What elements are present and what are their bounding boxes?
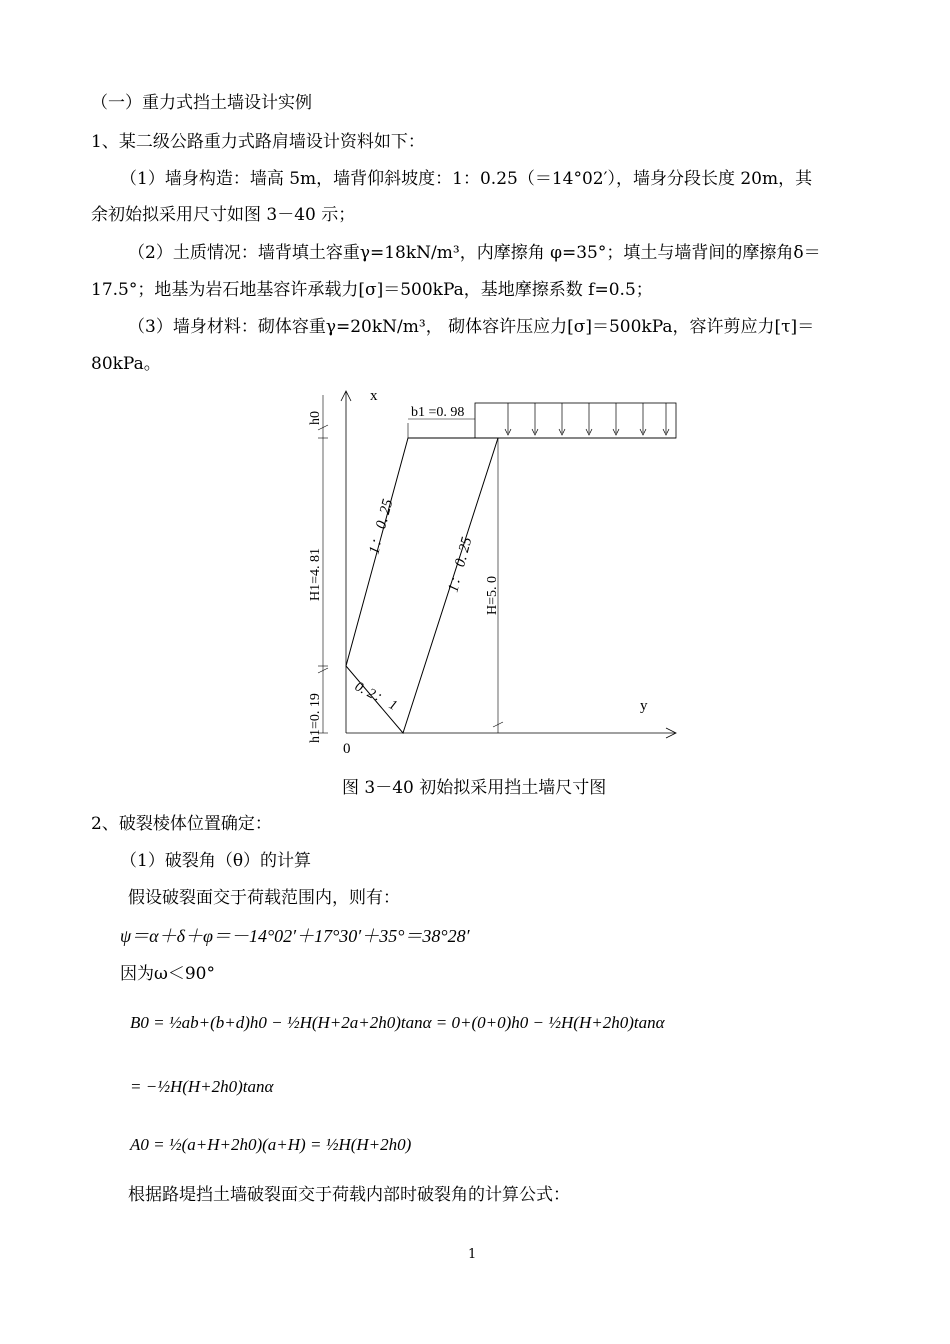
b1-label: b1 =0. 98 — [411, 405, 465, 420]
paragraph-2-line-2: 17.5°；地基为岩石地基容许承载力[σ]＝500kPa，基地摩擦系数 f=0.5； — [91, 280, 653, 300]
A0-equation: A0 = ½(a+H+2h0)(a+H) = ½H(H+2h0) — [130, 1135, 412, 1154]
paragraph-1-line-2: 余初始拟采用尺寸如图 3－40 示； — [91, 205, 356, 225]
back-slope-label: 1： 0. 25 — [366, 497, 397, 557]
front-slope-label: 1： 0. 25 — [445, 535, 476, 595]
origin-label: 0 — [343, 741, 351, 757]
paragraph-3-line-1: （3）墙身材料：砌体容重γ=20kN/m³， 砌体容许压应力[σ]＝500kPa，容许剪应力[τ]＝ — [128, 317, 815, 337]
B0-equation-line-2: = −½H(H+2h0)tanα — [130, 1077, 274, 1096]
figure-caption: 图 3－40 初始拟采用挡土墙尺寸图 — [342, 778, 607, 798]
paragraph-3-line-2: 80kPa。 — [91, 354, 161, 374]
assumption-text: 假设破裂面交于荷载范围内，则有： — [128, 888, 400, 908]
load-arrows — [505, 403, 669, 435]
because-text: 因为ω＜90° — [120, 964, 215, 984]
paragraph-2-line-1: （2）土质情况：墙背填土容重γ=18kN/m³，内摩擦角 φ=35°；填土与墙背间的摩擦角δ＝ — [128, 243, 821, 263]
item-2-title: 2、破裂棱体位置确定： — [91, 814, 272, 834]
psi-equation: ψ＝α＋δ＋φ＝－14°02′＋17°30′＋35°＝38°28′ — [120, 926, 470, 946]
page-number: 1 — [468, 1247, 477, 1262]
subsection-1-title: （1）破裂角（θ）的计算 — [120, 851, 312, 871]
section-heading: （一）重力式挡土墙设计实例 — [91, 93, 312, 113]
B0-equation-line-1: B0 = ½ab+(b+d)h0 − ½H(H+2a+2h0)tanα = 0+(0+0)h0 − ½H(H+2h0)tanα — [130, 1013, 665, 1032]
h1-label: h1=0. 19 — [308, 693, 323, 743]
paragraph-1-line-1: （1）墙身构造：墙高 5m，墙背仰斜坡度：1：0.25（＝14°02′），墙身分段长度 20m，其 — [120, 169, 813, 189]
H1-label: H1=4. 81 — [308, 547, 323, 601]
h0-label: h0 — [308, 411, 323, 425]
y-axis-label: y — [640, 698, 648, 714]
surcharge-load-box — [475, 403, 676, 438]
x-axis-label: x — [370, 388, 378, 404]
base-slope-label: 0. 2： 1 — [352, 679, 400, 714]
retaining-wall-figure — [290, 383, 690, 763]
item-1-title: 1、某二级公路重力式路肩墙设计资料如下： — [91, 132, 425, 152]
H-label: H=5. 0 — [485, 575, 500, 615]
formula-intro-text: 根据路堤挡土墙破裂面交于荷载内部时破裂角的计算公式： — [128, 1185, 570, 1205]
